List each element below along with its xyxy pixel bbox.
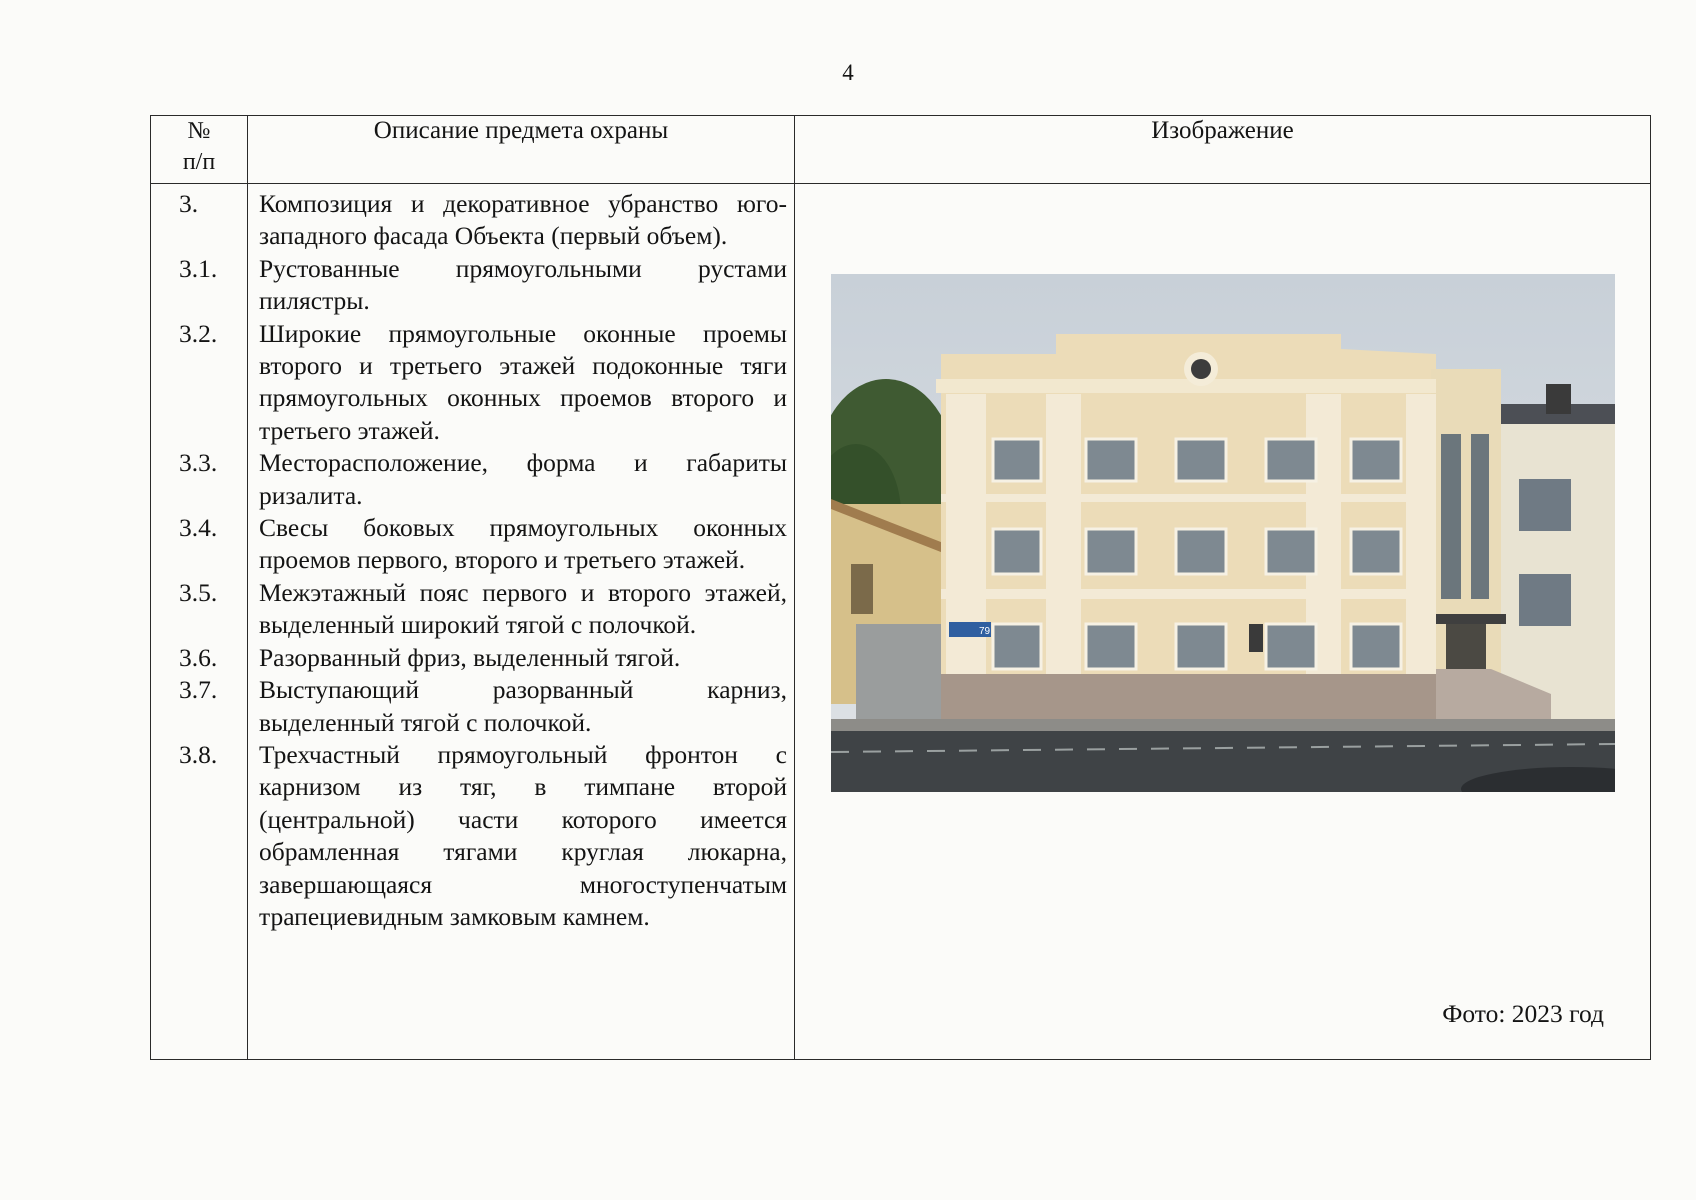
table-row (151, 318, 794, 448)
header-number (151, 116, 248, 184)
item-text: Месторасположение, форма и габариты ризалита. (259, 448, 787, 510)
image-cell (795, 184, 1651, 1060)
table-body-row (151, 184, 1651, 1060)
item-text: Широкие прямоугольные оконные проемы второго и третьего этажей подоконные тяги прямоугольных оконных проемов второго и третьего этажей. (259, 318, 787, 445)
street-sign-number: 79 (979, 626, 991, 637)
item-number: 3.7. (179, 675, 218, 705)
building-photo-image (831, 274, 1615, 792)
items-cell (151, 184, 795, 1060)
table-row (151, 512, 794, 577)
table-row (151, 642, 794, 674)
header-description: Описание предмета охраны (248, 116, 795, 184)
header-number-pp: п/п (182, 149, 216, 175)
table-row (151, 188, 794, 253)
table-header-row (151, 116, 1651, 184)
item-text: Разорванный фриз, выделенный тягой. (259, 642, 681, 672)
item-text: Свесы боковых прямоугольных оконных проемов первого, второго и третьего этажей. (259, 513, 787, 575)
table-row (151, 253, 794, 318)
item-number: 3. (179, 189, 199, 218)
item-number: 3.5. (179, 577, 218, 607)
item-number: 3.2. (179, 318, 218, 348)
item-text: Композиция и декоративное убранство юго-западного фасада Объекта (первый объем). (259, 189, 787, 251)
item-number: 3.4. (179, 513, 218, 543)
protection-table (150, 115, 1651, 1060)
header-image: Изображение (795, 116, 1651, 184)
header-number-sign: № (187, 118, 211, 144)
item-text: Межэтажный пояс первого и второго этажей, выделенный широкий тягой с полочкой. (259, 577, 787, 640)
building-photo (831, 274, 1615, 792)
items-list (151, 184, 794, 933)
item-number: 3.1. (179, 253, 218, 283)
table-row (151, 447, 794, 512)
item-number: 3.6. (179, 642, 218, 672)
table-row (151, 674, 794, 739)
item-number: 3.8. (179, 739, 218, 769)
photo-caption: Фото: 2023 год (1442, 999, 1604, 1028)
page-number: 4 (842, 60, 854, 85)
item-text: Рустованные прямоугольными рустами пилястры. (259, 253, 787, 316)
table-row (151, 577, 794, 642)
item-text: Трехчастный прямоугольный фронтон с карнизом из тяг, в тимпане второй (центральной) части которого имеется обрамленная тягами круглая люкарна, завершающаяся многоступенчатым трапециевидным замковым камнем. (259, 739, 787, 931)
item-number: 3.3. (179, 448, 218, 478)
item-text: Выступающий разорванный карниз, выделенный тягой с полочкой. (259, 675, 787, 737)
table-row (151, 739, 794, 933)
